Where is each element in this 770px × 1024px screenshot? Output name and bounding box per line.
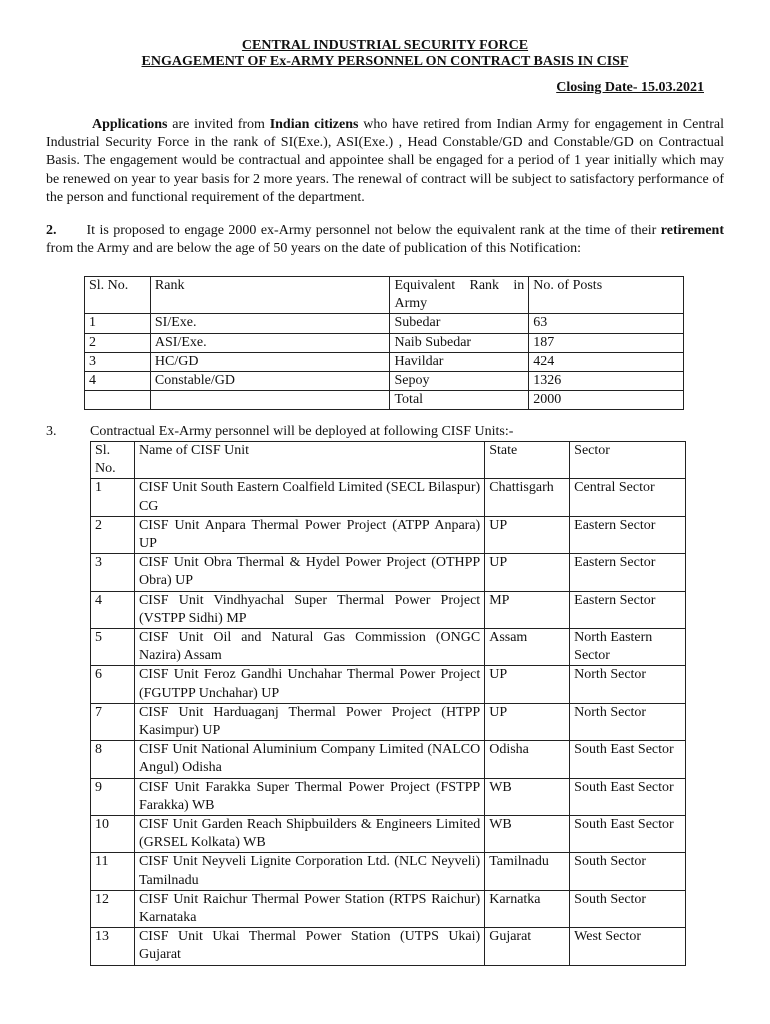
state-cell: UP — [485, 516, 570, 553]
header-cell: Sl. No. — [91, 442, 135, 479]
para1-text-b: who have retired from Indian Army for engagement in Central Industrial Security Force in the rank of SI(Exe.), ASI(Exe.) , Head Constable/GD and Constable/GD on Contractual Basis. The engagement would be contractual and appointee shall be engaged for a period of 1 year initially which may be renewed on year to year basis for 2 more years. The renewal of contract will be subject to satisfactory performance of the person and functional requirement of the department. — [46, 117, 725, 205]
state-cell: UP — [485, 666, 570, 703]
cell: 1 — [85, 314, 151, 333]
cell: 4 — [85, 372, 151, 391]
table-row — [85, 372, 684, 391]
sector-cell: Eastern Sector — [570, 516, 686, 553]
sector-cell: Eastern Sector — [570, 591, 686, 628]
title-organization: CENTRAL INDUSTRIAL SECURITY FORCE — [241, 38, 529, 53]
sl-no-cell: 13 — [91, 928, 135, 965]
state-cell: Karnatka — [485, 890, 570, 927]
para2-text-b: from the Army and are below the age of 50 years on the date of publication of this Notification: — [46, 241, 581, 257]
state-cell: Gujarat — [485, 928, 570, 965]
header-cell: Rank — [150, 277, 390, 314]
sl-no-cell: 8 — [91, 741, 135, 778]
unit-name-cell: CISF Unit Vindhyachal Super Thermal Power Project (VSTPP Sidhi) MP — [134, 591, 484, 628]
table-row — [91, 666, 686, 703]
unit-name-cell: CISF Unit Feroz Gandhi Unchahar Thermal Power Project (FGUTPP Unchahar) UP — [134, 666, 484, 703]
sector-cell: South Sector — [570, 853, 686, 890]
table-row — [91, 479, 686, 516]
table-row — [91, 629, 686, 666]
unit-name-cell: CISF Unit Obra Thermal & Hydel Power Project (OTHPP Obra) UP — [134, 554, 484, 591]
table-row — [91, 516, 686, 553]
cell: Havildar — [390, 352, 529, 371]
cell: 63 — [529, 314, 684, 333]
section3-text: Contractual Ex-Army personnel will be deployed at following CISF Units:- — [90, 424, 514, 439]
sl-no-cell: 12 — [91, 890, 135, 927]
unit-name-cell: CISF Unit Garden Reach Shipbuilders & Engineers Limited (GRSEL Kolkata) WB — [134, 816, 484, 853]
cell: HC/GD — [150, 352, 390, 371]
units-table-header — [91, 442, 686, 479]
para1-text-a: are invited from — [167, 117, 270, 132]
unit-name-cell: CISF Unit Raichur Thermal Power Station (RTPS Raichur) Karnataka — [134, 890, 484, 927]
sl-no-cell: 4 — [91, 591, 135, 628]
sector-cell: North Sector — [570, 666, 686, 703]
cell: ASI/Exe. — [150, 333, 390, 352]
ranks-table-header — [85, 277, 684, 314]
cell — [85, 391, 151, 410]
header-cell: No. of Posts — [529, 277, 684, 314]
sl-no-cell: 2 — [91, 516, 135, 553]
paragraph-applications — [46, 116, 724, 207]
state-cell: Odisha — [485, 741, 570, 778]
cell: Total — [390, 391, 529, 410]
cell: 2 — [85, 333, 151, 352]
table-row-total — [85, 391, 684, 410]
unit-name-cell: CISF Unit National Aluminium Company Limited (NALCO Angul) Odisha — [134, 741, 484, 778]
table-row — [91, 554, 686, 591]
ranks-table — [84, 276, 684, 410]
table-row — [91, 890, 686, 927]
cell: Subedar — [390, 314, 529, 333]
title-engagement: ENGAGEMENT OF Ex-ARMY PERSONNEL ON CONTRACT BASIS IN CISF — [141, 54, 629, 69]
cell: 1326 — [529, 372, 684, 391]
unit-name-cell: CISF Unit South Eastern Coalfield Limited (SECL Bilaspur) CG — [134, 479, 484, 516]
unit-name-cell: CISF Unit Anpara Thermal Power Project (ATPP Anpara) UP — [134, 516, 484, 553]
cell: 187 — [529, 333, 684, 352]
cell — [150, 391, 390, 410]
paragraph-proposal — [46, 222, 724, 258]
state-cell: Assam — [485, 629, 570, 666]
state-cell: MP — [485, 591, 570, 628]
unit-name-cell: CISF Unit Ukai Thermal Power Station (UTPS Ukai) Gujarat — [134, 928, 484, 965]
sl-no-cell: 9 — [91, 778, 135, 815]
section3-number: 3. — [46, 424, 57, 439]
unit-name-cell: CISF Unit Harduaganj Thermal Power Project (HTPP Kasimpur) UP — [134, 703, 484, 740]
state-cell: WB — [485, 778, 570, 815]
sector-cell: South East Sector — [570, 741, 686, 778]
header-cell: Name of CISF Unit — [134, 442, 484, 479]
sector-cell: North Sector — [570, 703, 686, 740]
table-row — [85, 352, 684, 371]
sl-no-cell: 10 — [91, 816, 135, 853]
state-cell: Tamilnadu — [485, 853, 570, 890]
sector-cell: South East Sector — [570, 778, 686, 815]
table-row — [91, 591, 686, 628]
para2-number: 2. — [46, 223, 57, 238]
unit-name-cell: CISF Unit Neyveli Lignite Corporation Ltd. (NLC Neyveli) Tamilnadu — [134, 853, 484, 890]
applications-bold: Applications — [92, 117, 168, 132]
table-row — [85, 314, 684, 333]
para2-text-a: It is proposed to engage 2000 ex-Army personnel not below the equivalent rank at the time of their — [86, 223, 661, 238]
sector-cell: South East Sector — [570, 816, 686, 853]
sl-no-cell: 6 — [91, 666, 135, 703]
table-row — [91, 741, 686, 778]
table-row — [91, 816, 686, 853]
cell: 3 — [85, 352, 151, 371]
header-cell: Equivalent Rank in Army — [390, 277, 529, 314]
sl-no-cell: 3 — [91, 554, 135, 591]
units-table — [90, 441, 686, 966]
header-cell: Sl. No. — [85, 277, 151, 314]
table-row — [91, 778, 686, 815]
sector-cell: North Eastern Sector — [570, 629, 686, 666]
cell: SI/Exe. — [150, 314, 390, 333]
sl-no-cell: 1 — [91, 479, 135, 516]
state-cell: UP — [485, 554, 570, 591]
table-row — [85, 333, 684, 352]
cell: Naib Subedar — [390, 333, 529, 352]
header-cell: State — [485, 442, 570, 479]
cell: Constable/GD — [150, 372, 390, 391]
retirement-bold: retirement — [660, 223, 724, 238]
cell: 2000 — [529, 391, 684, 410]
table-row — [91, 928, 686, 965]
header-cell: Sector — [570, 442, 686, 479]
sector-cell: Eastern Sector — [570, 554, 686, 591]
sl-no-cell: 11 — [91, 853, 135, 890]
sector-cell: Central Sector — [570, 479, 686, 516]
state-cell: WB — [485, 816, 570, 853]
cell: 424 — [529, 352, 684, 371]
closing-date: Closing Date- 15.03.2021 — [556, 80, 704, 95]
indian-citizens-bold: Indian citizens — [269, 117, 359, 132]
unit-name-cell: CISF Unit Oil and Natural Gas Commission (ONGC Nazira) Assam — [134, 629, 484, 666]
sl-no-cell: 7 — [91, 703, 135, 740]
table-row — [91, 703, 686, 740]
cell: Sepoy — [390, 372, 529, 391]
state-cell: UP — [485, 703, 570, 740]
unit-name-cell: CISF Unit Farakka Super Thermal Power Project (FSTPP Farakka) WB — [134, 778, 484, 815]
state-cell: Chattisgarh — [485, 479, 570, 516]
sector-cell: West Sector — [570, 928, 686, 965]
table-row — [91, 853, 686, 890]
sector-cell: South Sector — [570, 890, 686, 927]
sl-no-cell: 5 — [91, 629, 135, 666]
